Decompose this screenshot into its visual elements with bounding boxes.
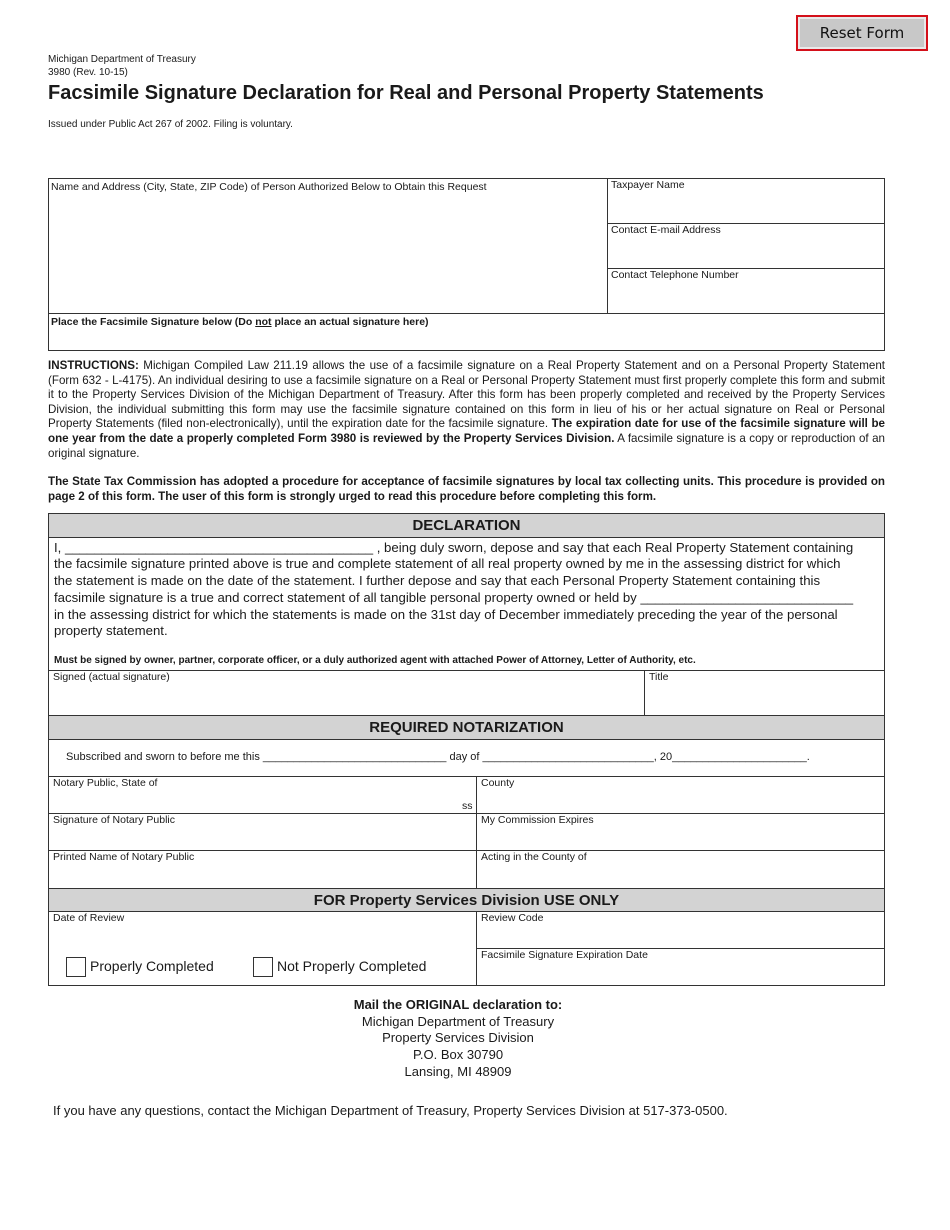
review-code-label: Review Code <box>481 912 544 924</box>
notary-printed-name-field[interactable] <box>53 865 475 887</box>
questions-contact-note: If you have any questions, contact the Michigan Department of Treasury, Property Services Division at 517-373-0500. <box>53 1103 728 1118</box>
notary-signature-field[interactable] <box>53 828 471 848</box>
facsimile-signature-area[interactable] <box>52 330 880 348</box>
declaration-line-2: the facsimile signature printed above is true and complete statement of all real property owned by me in the assessing district for which <box>54 556 841 571</box>
issued-note: Issued under Public Act 267 of 2002. Filing is voluntary. <box>48 119 293 130</box>
notary-signature-label: Signature of Notary Public <box>53 814 175 826</box>
not-properly-completed-label: Not Properly Completed <box>277 958 427 974</box>
signature-requirement-note: Must be signed by owner, partner, corporate officer, or a duly authorized agent with attached Power of Attorney, Letter of Authority, etc. <box>54 655 696 666</box>
acting-county-label: Acting in the County of <box>481 851 587 863</box>
date-of-review-label: Date of Review <box>53 912 125 924</box>
declaration-line-3: the statement is made on the date of the statement. I further depose and say that each Personal Property Statement containing this <box>54 573 821 588</box>
notarization-heading: REQUIRED NOTARIZATION <box>48 715 885 740</box>
title-label: Title <box>649 671 669 683</box>
reset-form-button[interactable]: Reset Form <box>796 15 928 51</box>
stc-procedure-note: The State Tax Commission has adopted a procedure for acceptance of facsimile signatures by local tax collecting units. This procedure is provided on page 2 of this form. The user of this form is strongly urged to read this procedure before completing this form. <box>48 475 885 503</box>
email-field[interactable] <box>611 240 883 266</box>
properly-completed-label: Properly Completed <box>90 958 214 974</box>
mail-address-line-3: P.O. Box 30790 <box>412 1047 504 1062</box>
date-of-review-field[interactable] <box>53 926 475 948</box>
name-address-field[interactable] <box>52 196 606 312</box>
taxpayer-name-label: Taxpayer Name <box>611 179 685 191</box>
expiration-date-label: Facsimile Signature Expiration Date <box>481 949 648 961</box>
not-properly-completed-checkbox[interactable] <box>253 957 273 977</box>
declaration-line-4: facsimile signature is a true and correct statement of all tangible personal property owned or held by _____________________________ <box>54 590 854 605</box>
facsimile-signature-label: Place the Facsimile Signature below (Do not place an actual signature here) <box>51 316 429 328</box>
agency-name: Michigan Department of Treasury <box>48 54 196 65</box>
commission-expires-field[interactable] <box>481 828 883 850</box>
notary-printed-name-label: Printed Name of Notary Public <box>53 851 195 863</box>
instructions-paragraph: INSTRUCTIONS: Michigan Compiled Law 211.19 allows the use of a facsimile signature on a Real Property Statement and on a Personal Property Statement (Form 632 - L-4175). An individual desiring to use a facsimile signature on a Real or Personal Property Statement must first properly complete this form and submit it to the Property Services Division of the Michigan Department of Treasury. After this form has been properly completed and received by the Property Services Division, the individual submitting this form may use the facsimile signature contained on this form in lieu of his or her actual signature on Real or Personal Property Statements (filed non-electronically), until the expiration date for the facsimile signature. The expiration date for use of the facsimile signature will be one year from the date a properly completed Form 3980 is reviewed by the Property Services Division. A facsimile signature is a copy or reproduction of an original signature. <box>48 359 885 460</box>
page-title: Facsimile Signature Declaration for Real and Personal Property Statements <box>48 82 764 104</box>
signed-label: Signed (actual signature) <box>53 671 170 683</box>
review-code-field[interactable] <box>481 926 883 948</box>
form-number: 3980 (Rev. 10-15) <box>48 67 128 78</box>
county-field[interactable] <box>481 791 883 813</box>
mail-address-line-4: Lansing, MI 48909 <box>404 1064 512 1079</box>
title-field[interactable] <box>649 686 883 712</box>
phone-label: Contact Telephone Number <box>611 269 739 281</box>
commission-expires-label: My Commission Expires <box>481 814 594 826</box>
ss-label: ss <box>462 800 473 812</box>
owner-name-blank[interactable]: _____________________________ <box>640 590 854 605</box>
county-label: County <box>481 777 515 789</box>
name-address-label: Name and Address (City, State, ZIP Code) of Person Authorized Below to Obtain this Request <box>51 181 487 193</box>
declaration-heading: DECLARATION <box>48 513 885 538</box>
declarant-name-blank[interactable]: __________________________________________ <box>65 540 374 555</box>
notary-state-label: Notary Public, State of <box>53 777 158 789</box>
declaration-line-6: property statement. <box>54 623 168 638</box>
mail-address-line-2: Property Services Division <box>382 1030 534 1045</box>
mail-heading: Mail the ORIGINAL declaration to: <box>353 997 563 1012</box>
signature-field[interactable] <box>52 685 640 713</box>
declaration-line-5: in the assessing district for which the statements is made on the 31st day of December immediately preceding the year of the personal <box>54 607 838 622</box>
expiration-date-field[interactable] <box>481 963 883 985</box>
taxpayer-name-field[interactable] <box>611 195 883 221</box>
psd-use-only-heading: FOR Property Services Division USE ONLY <box>48 888 885 912</box>
phone-field[interactable] <box>611 285 883 311</box>
declaration-line-1: I, __________________________________________ , being duly sworn, depose and say that each Real Property Statement containing <box>54 540 854 555</box>
notary-state-field[interactable] <box>53 791 457 813</box>
subscribed-sworn-line[interactable]: Subscribed and sworn to before me this ______________________________ day of ____________________________, 20______________________. <box>66 751 810 763</box>
mail-address-line-1: Michigan Department of Treasury <box>361 1014 555 1029</box>
acting-county-field[interactable] <box>481 865 883 887</box>
email-label: Contact E-mail Address <box>611 224 721 236</box>
properly-completed-checkbox[interactable] <box>66 957 86 977</box>
